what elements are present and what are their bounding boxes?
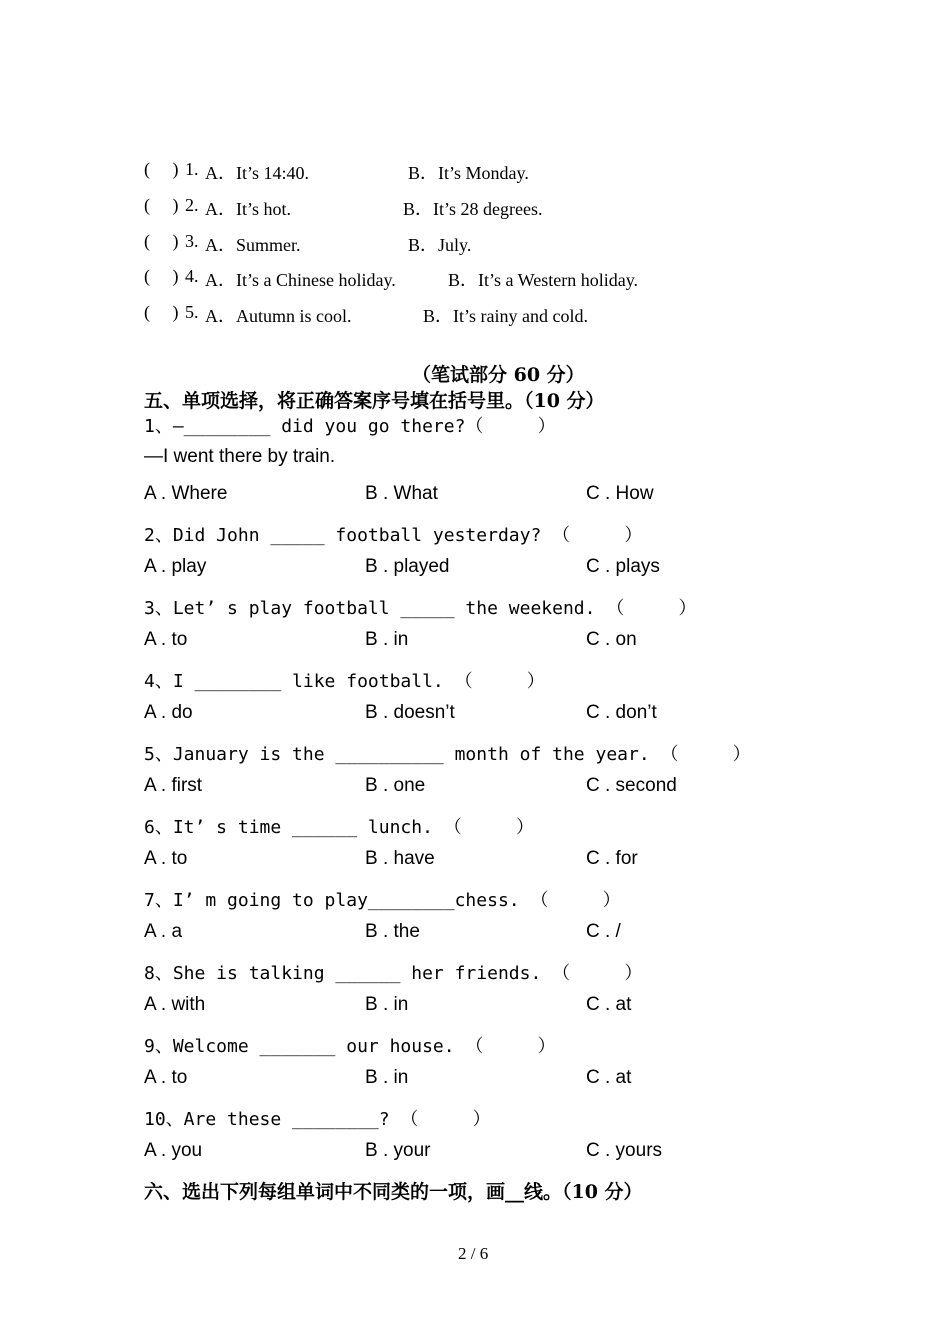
listening-paren: ( ) <box>144 159 179 179</box>
option-b: B . played <box>365 556 450 577</box>
listening-num: 4. <box>185 266 199 286</box>
question-line: 10、Are these ________? （ ） <box>144 1109 491 1130</box>
question-line: 6、It’ s time ______ lunch. （ ） <box>144 817 534 838</box>
option-a: A . to <box>144 629 188 650</box>
listening-option-b: B．It’s 28 degrees. <box>403 199 543 219</box>
listening-option-b: B．It’s Monday. <box>408 163 529 183</box>
listening-paren: ( ) <box>144 302 179 322</box>
question-line: 9、Welcome _______ our house. （ ） <box>144 1036 556 1057</box>
option-c: C . How <box>586 483 654 504</box>
listening-option-b: B．It’s rainy and cold. <box>423 306 588 326</box>
option-b: B . in <box>365 994 409 1015</box>
option-c: C . on <box>586 629 637 650</box>
listening-num: 2. <box>185 195 199 215</box>
option-c: C . for <box>586 848 638 869</box>
section-5-title: 五、单项选择，将正确答案序号填在括号里。（10 分） <box>144 390 605 412</box>
option-b: B . in <box>365 1067 409 1088</box>
option-c: C . plays <box>586 556 660 577</box>
option-b: B . have <box>365 848 435 869</box>
question-line: 4、I ________ like football. （ ） <box>144 671 545 692</box>
option-c: C . at <box>586 1067 632 1088</box>
listening-option-a: A．It’s hot. <box>205 199 292 219</box>
option-a: A . do <box>144 702 193 723</box>
option-a: A . you <box>144 1140 203 1161</box>
listening-option-b: B．July. <box>408 235 472 255</box>
question-line: 2、Did John _____ football yesterday? （ ） <box>144 525 643 546</box>
listening-num: 5. <box>185 302 199 322</box>
question-line: 7、I’ m going to play________chess. （ ） <box>144 890 621 911</box>
option-a: A . with <box>144 994 206 1015</box>
listening-paren: ( ) <box>144 266 179 286</box>
question-1-line-2: —I went there by train. <box>144 446 336 467</box>
listening-option-a: A．It’s a Chinese holiday. <box>205 270 396 290</box>
option-a: A . to <box>144 1067 188 1088</box>
listening-paren: ( ) <box>144 195 179 215</box>
question-line: 5、January is the __________ month of the year. （ ） <box>144 744 751 765</box>
listening-num: 1. <box>185 159 199 179</box>
option-a: A . to <box>144 848 188 869</box>
page-number: 2 / 6 <box>458 1244 489 1263</box>
option-b: B . one <box>365 775 426 796</box>
option-b: B . in <box>365 629 409 650</box>
listening-option-a: A．Autumn is cool. <box>205 306 352 326</box>
question-line: 8、She is talking ______ her friends. （ ） <box>144 963 643 984</box>
section-6-title: 六、选出下列每组单词中不同类的一项，画__线。（10 分） <box>144 1181 643 1203</box>
option-b: B . the <box>365 921 420 942</box>
option-a: A . play <box>144 556 207 577</box>
listening-num: 3. <box>185 231 199 251</box>
option-b: B . your <box>365 1140 431 1161</box>
option-c: C . yours <box>586 1140 663 1161</box>
listening-option-a: A．It’s 14:40. <box>205 163 310 183</box>
question-line: 3、Let’ s play football _____ the weekend. （ ） <box>144 598 697 619</box>
option-a: A . first <box>144 775 203 796</box>
option-b: B . What <box>365 483 438 504</box>
option-c: C . at <box>586 994 632 1015</box>
option-a: A . a <box>144 921 183 942</box>
listening-option-a: A．Summer. <box>205 235 301 255</box>
option-c: C . second <box>586 775 677 796</box>
written-part-title: （笔试部分 60 分） <box>412 364 585 386</box>
option-c: C . / <box>586 921 621 942</box>
option-c: C . don’t <box>586 702 657 723</box>
listening-option-b: B．It’s a Western holiday. <box>448 270 639 290</box>
option-b: B . doesn’t <box>365 702 455 723</box>
option-a: A . Where <box>144 483 228 504</box>
question-1-line-1: 1、—________ did you go there?（ ） <box>144 416 556 437</box>
listening-paren: ( ) <box>144 231 179 251</box>
